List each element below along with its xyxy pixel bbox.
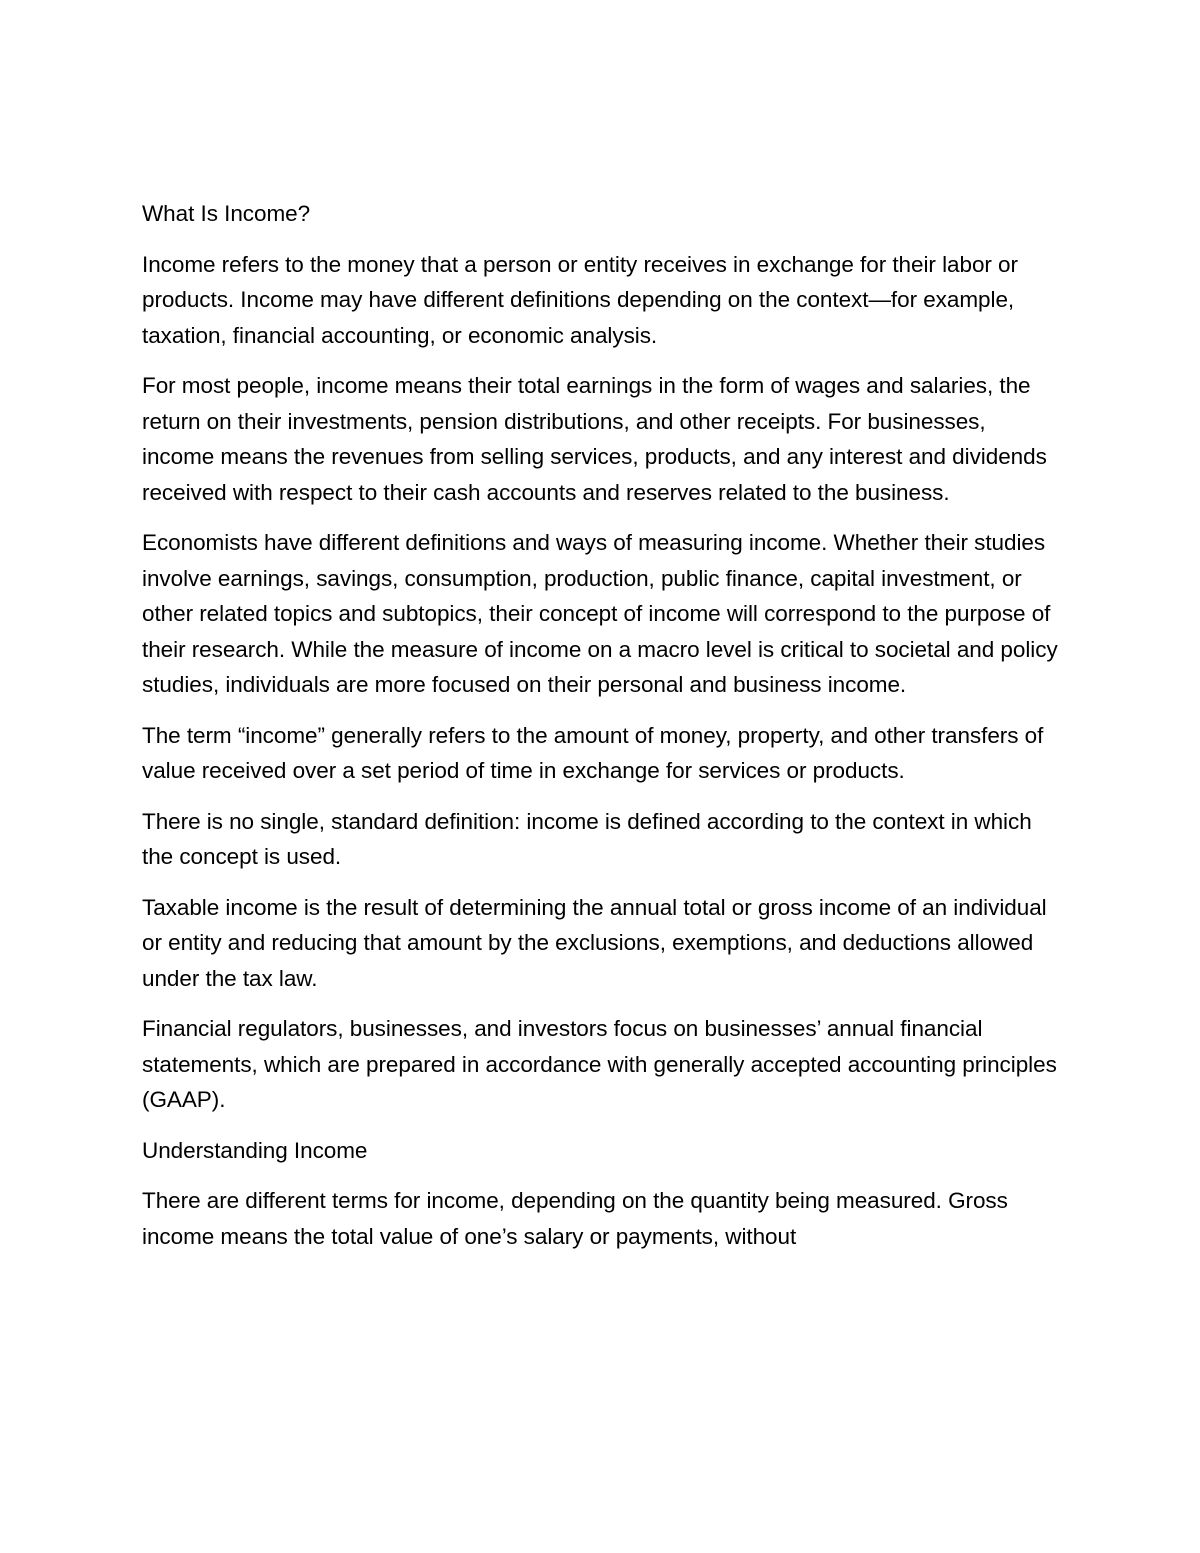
- paragraph-term-income: The term “income” generally refers to the amount of money, property, and other transfers of value received over a set period of time in exchange for services or products.: [142, 722, 1044, 783]
- section-heading-understanding-income: Understanding Income: [142, 1137, 368, 1163]
- paragraph-income-definition: Income refers to the money that a person or entity receives in exchange for their labor or products. Income may have different definitions depending on the context—for example, taxation, financial accounting, or economic analysis.: [142, 251, 1018, 348]
- paragraph-different-terms: There are different terms for income, depending on the quantity being measured. Gross income means the total value of one’s salary or payments, without: [142, 1188, 1008, 1249]
- document-title: What Is Income?: [142, 201, 311, 226]
- paragraph-financial-regulators: Financial regulators, businesses, and investors focus on businesses’ annual financial statements, which are prepared in accordance with generally accepted accounting principles (GAAP).: [142, 1016, 1057, 1112]
- paragraph-no-single-definition: There is no single, standard definition: income is defined according to the context in which the concept is used.: [142, 808, 1032, 869]
- paragraph-economists: Economists have different definitions and ways of measuring income. Whether their studies involve earnings, savings, consumption, production, public finance, capital investment, or other related topics and subtopics, their concept of income will correspond to the purpose of their research. While the measure of income on a macro level is critical to societal and policy studies, individuals are more focused on their personal and business income.: [142, 530, 1058, 697]
- paragraph-most-people: For most people, income means their total earnings in the form of wages and salaries, the return on their investments, pension distributions, and other receipts. For businesses, income means the revenues from selling services, products, and any interest and dividends received with respect to their cash accounts and reserves related to the business.: [142, 373, 1047, 505]
- document-page: [142, 196, 1062, 1269]
- paragraph-taxable-income: Taxable income is the result of determining the annual total or gross income of an individual or entity and reducing that amount by the exclusions, exemptions, and deductions allowed under the tax law.: [142, 894, 1047, 991]
